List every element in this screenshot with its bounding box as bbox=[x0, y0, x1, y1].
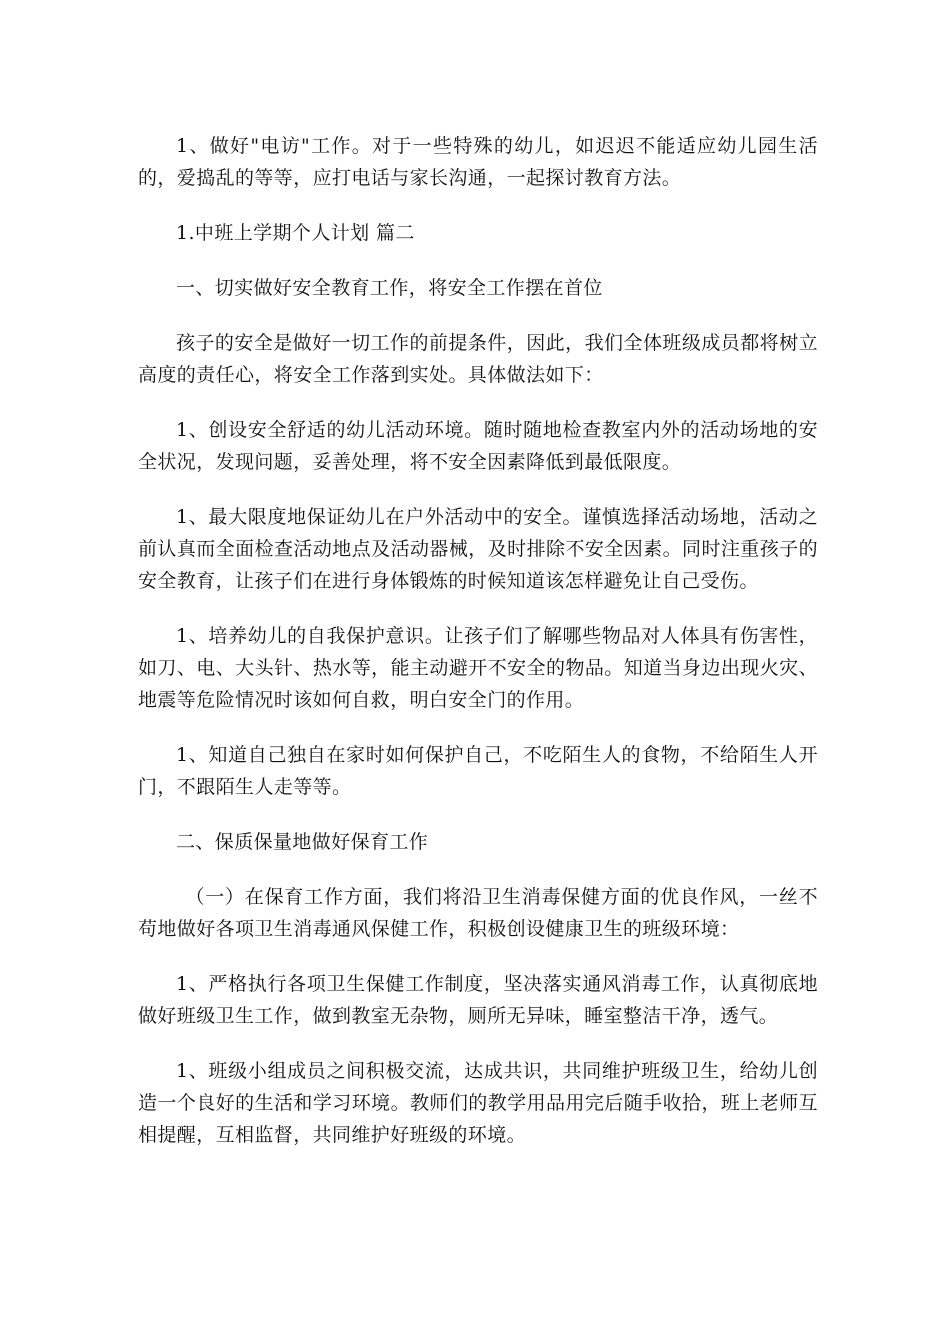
paragraph-self-protection: 1、培养幼儿的自我保护意识。让孩子们了解哪些物品对人体具有伤害性，如刀、电、大头针、热水等，能主动避开不安全的物品。知道当身边出现火灾、地震等危险情况时该如何自救，明白安全门的作用。 bbox=[138, 625, 818, 711]
paragraph-phone-visit: 1、做好"电访"工作。对于一些特殊的幼儿，如迟迟不能适应幼儿园生活的，爱捣乱的等等，应打电话与家长沟通，一起探讨教育方法。 bbox=[138, 135, 818, 189]
heading-care-work: 二、保质保量地做好保育工作 bbox=[176, 831, 429, 853]
paragraph-outdoor-safety: 1、最大限度地保证幼儿在户外活动中的安全。谨慎选择活动场地，活动之前认真而全面检查活动地点及活动器械，及时排除不安全因素。同时注重孩子的安全教育，让孩子们在进行身体锻炼的时候知道该怎样避免让自己受伤。 bbox=[138, 506, 818, 592]
paragraph-safe-environment: 1、创设安全舒适的幼儿活动环境。随时随地检查教室内外的活动场地的安全状况，发现问题，妥善处理，将不安全因素降低到最低限度。 bbox=[138, 419, 818, 473]
section-title: 1.中班上学期个人计划 篇二 bbox=[176, 222, 415, 244]
paragraph-hygiene-intro: （一）在保育工作方面，我们将沿卫生消毒保健方面的优良作风，一丝不苟地做好各项卫生消毒通风保健工作，积极创设健康卫生的班级环境： bbox=[138, 886, 818, 940]
paragraph-hygiene-rules: 1、严格执行各项卫生保健工作制度，坚决落实通风消毒工作，认真彻底地做好班级卫生工作，做到教室无杂物，厕所无异味，睡室整洁干净，透气。 bbox=[138, 973, 818, 1027]
paragraph-team-cooperation: 1、班级小组成员之间积极交流，达成共识，共同维护班级卫生，给幼儿创造一个良好的生活和学习环境。教师们的教学用品用完后随手收拾，班上老师互相提醒，互相监督，共同维护好班级的环境。 bbox=[138, 1060, 818, 1146]
paragraph-safety-intro: 孩子的安全是做好一切工作的前提条件，因此，我们全体班级成员都将树立高度的责任心，将安全工作落到实处。具体做法如下： bbox=[138, 332, 818, 386]
document-body bbox=[138, 130, 818, 1174]
heading-safety-education: 一、切实做好安全教育工作，将安全工作摆在首位 bbox=[176, 277, 603, 299]
paragraph-home-alone: 1、知道自己独自在家时如何保护自己，不吃陌生人的食物，不给陌生人开门，不跟陌生人走等等。 bbox=[138, 744, 818, 798]
